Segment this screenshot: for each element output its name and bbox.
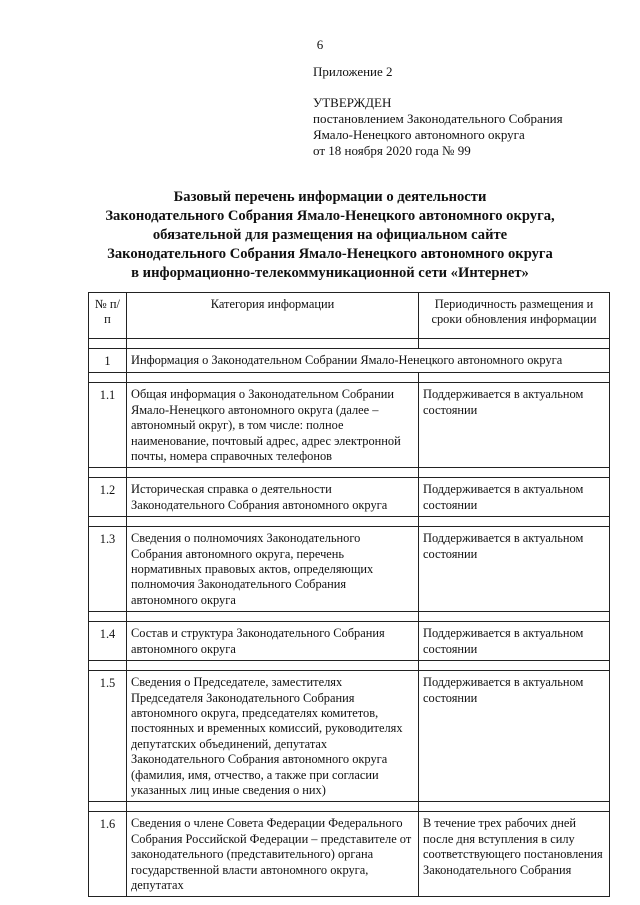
title-line: Законодательного Собрания Ямало-Ненецкого автономного округа, — [105, 208, 555, 224]
section-title: Информация о Законодательном Собрании Ямало-Ненецкого автономного округа — [126, 348, 610, 372]
row-category: Общая информация о Законодательном Собрании Ямало-Ненецкого автономного округа (далее – автономный округ), в том числе: полное наименование, почтовый адрес, адрес электронной почты, номера справочных телефонов — [126, 382, 418, 467]
row-category: Сведения о полномочиях Законодательного Собрания автономного округа, перечень нормативных правовых актов, определяющих полномочия Законодательного Собрания автономного округа — [126, 526, 418, 611]
information-table — [88, 292, 610, 897]
row-num: 1.6 — [88, 811, 126, 897]
row-period: Поддерживается в актуальном состоянии — [418, 621, 610, 660]
page-number: 6 — [316, 37, 324, 52]
row-period: Поддерживается в актуальном состоянии — [418, 670, 610, 801]
section-num: 1 — [88, 348, 126, 372]
approval-block — [313, 95, 563, 159]
header-num: № п/п — [88, 292, 126, 338]
title-line: обязательной для размещения на официальном сайте — [152, 227, 508, 243]
table-row — [88, 526, 610, 611]
row-num: 1.5 — [88, 670, 126, 801]
row-category: Сведения о члене Совета Федерации Федерального Собрания Российской Федерации – представителе от законодательного (представительного) органа государственной власти автономного округа, депутатах — [126, 811, 418, 897]
approval-line: от 18 ноября 2020 года № 99 — [313, 143, 471, 158]
row-num: 1.1 — [88, 382, 126, 467]
row-num: 1.2 — [88, 477, 126, 516]
table-row — [88, 477, 610, 516]
table-row — [88, 621, 610, 660]
row-num: 1.3 — [88, 526, 126, 611]
section-row — [88, 348, 610, 372]
table-header-row — [88, 292, 610, 338]
approval-line: постановлением Законодательного Собрания — [313, 111, 563, 126]
table-row — [88, 811, 610, 897]
table-row — [88, 670, 610, 801]
header-category: Категория информации — [126, 292, 418, 338]
approval-line: Ямало-Ненецкого автономного округа — [313, 127, 525, 142]
row-period: Поддерживается в актуальном состоянии — [418, 477, 610, 516]
row-category: Сведения о Председателе, заместителях Председателя Законодательного Собрания автономного округа, председателях комитетов, постоянных и временных комиссий, руководителях депутатских объединений, депутатах Законодательного Собрания автономного округа (фамилия, имя, отчество, а также при согласии указанных лиц иные сведения о них) — [126, 670, 418, 801]
title-line: в информационно-телекоммуникационной сети «Интернет» — [131, 265, 529, 281]
row-category: Историческая справка о деятельности Законодательного Собрания автономного округа — [126, 477, 418, 516]
row-period: Поддерживается в актуальном состоянии — [418, 526, 610, 611]
title-line: Базовый перечень информации о деятельности — [173, 189, 487, 205]
title-line: Законодательного Собрания Ямало-Ненецкого автономного округа — [107, 246, 553, 262]
row-category: Состав и структура Законодательного Собрания автономного округа — [126, 621, 418, 660]
row-num: 1.4 — [88, 621, 126, 660]
appendix-label: Приложение 2 — [313, 64, 393, 79]
approval-title: УТВЕРЖДЕН — [313, 95, 392, 110]
row-period: В течение трех рабочих дней после дня вступления в силу соответствующего постановления Законодательного Собрания — [418, 811, 610, 897]
header-period: Периодичность размещения и сроки обновления информации — [418, 292, 610, 338]
document-title — [90, 188, 570, 283]
table-row — [88, 382, 610, 467]
row-period: Поддерживается в актуальном состоянии — [418, 382, 610, 467]
